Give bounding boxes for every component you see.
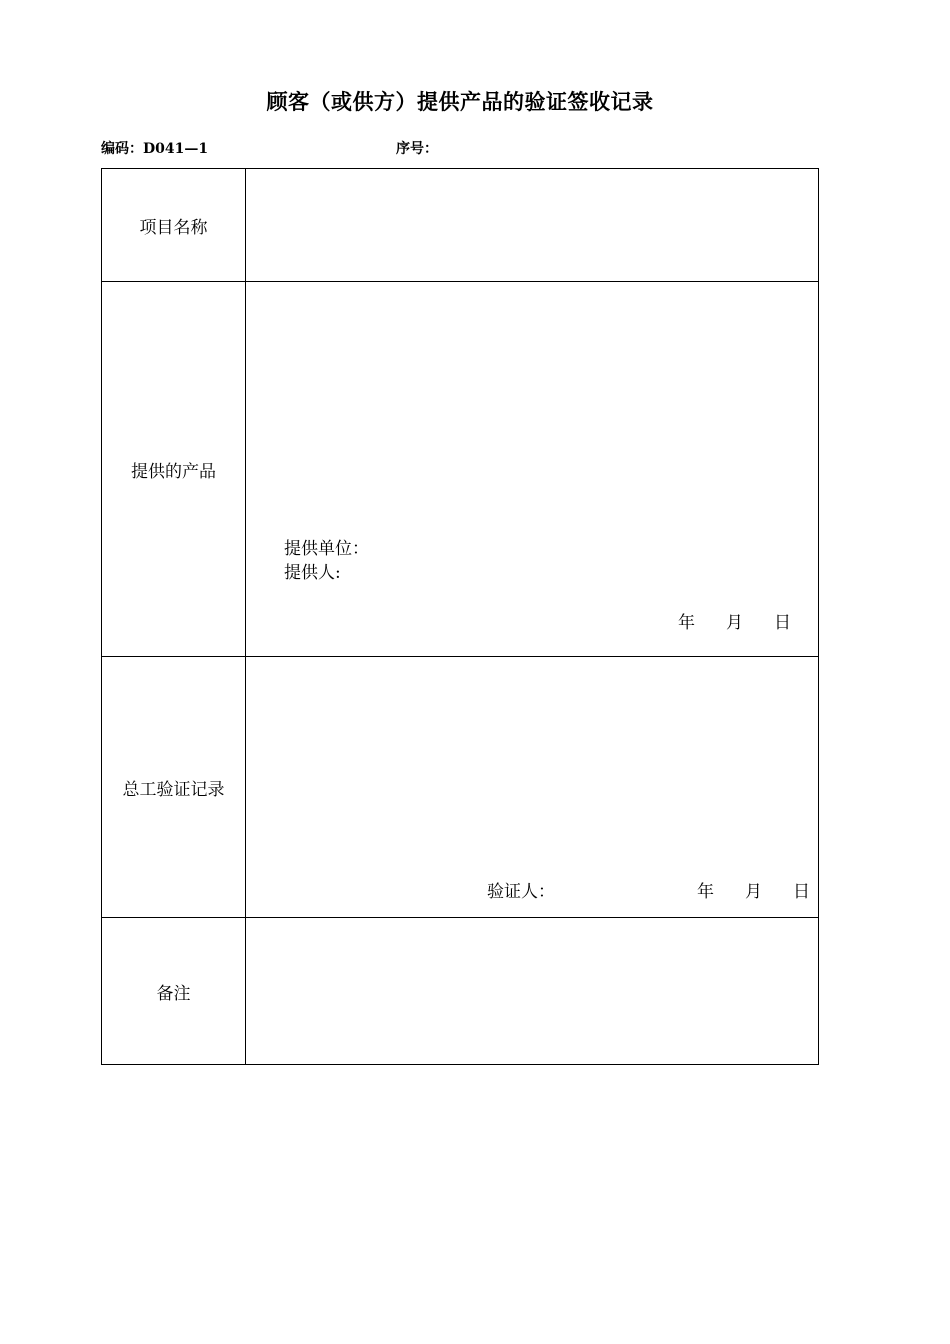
product-label: 提供的产品 [102, 282, 246, 657]
product-row [102, 282, 819, 657]
verification-date-year: 年 [697, 882, 714, 902]
verification-row [102, 657, 819, 918]
supplier-unit-label: 提供单位： [284, 539, 369, 559]
project-name-label: 项目名称 [102, 169, 246, 282]
verification-label: 总工验证记录 [102, 657, 246, 918]
remark-field[interactable] [246, 918, 819, 1065]
project-name-row [102, 169, 819, 282]
remark-row [102, 918, 819, 1065]
verification-date-day: 日 [793, 882, 810, 902]
verification-form-table [101, 168, 819, 1065]
document-title: 顾客（或供方）提供产品的验证签收记录 [266, 89, 654, 114]
serial-number-label: 序号： [396, 141, 438, 157]
verifier-label: 验证人： [487, 882, 555, 902]
project-name-field[interactable] [246, 169, 819, 282]
verification-date-month: 月 [745, 882, 762, 902]
product-date-month: 月 [726, 613, 743, 633]
product-field[interactable] [246, 282, 819, 657]
remark-label: 备注 [102, 918, 246, 1065]
verification-field[interactable] [246, 657, 819, 918]
document-code: 编码：D041—1 [101, 141, 209, 157]
supplier-person-label: 提供人: [284, 563, 341, 583]
product-date-day: 日 [774, 613, 791, 633]
product-date-year: 年 [678, 613, 695, 633]
